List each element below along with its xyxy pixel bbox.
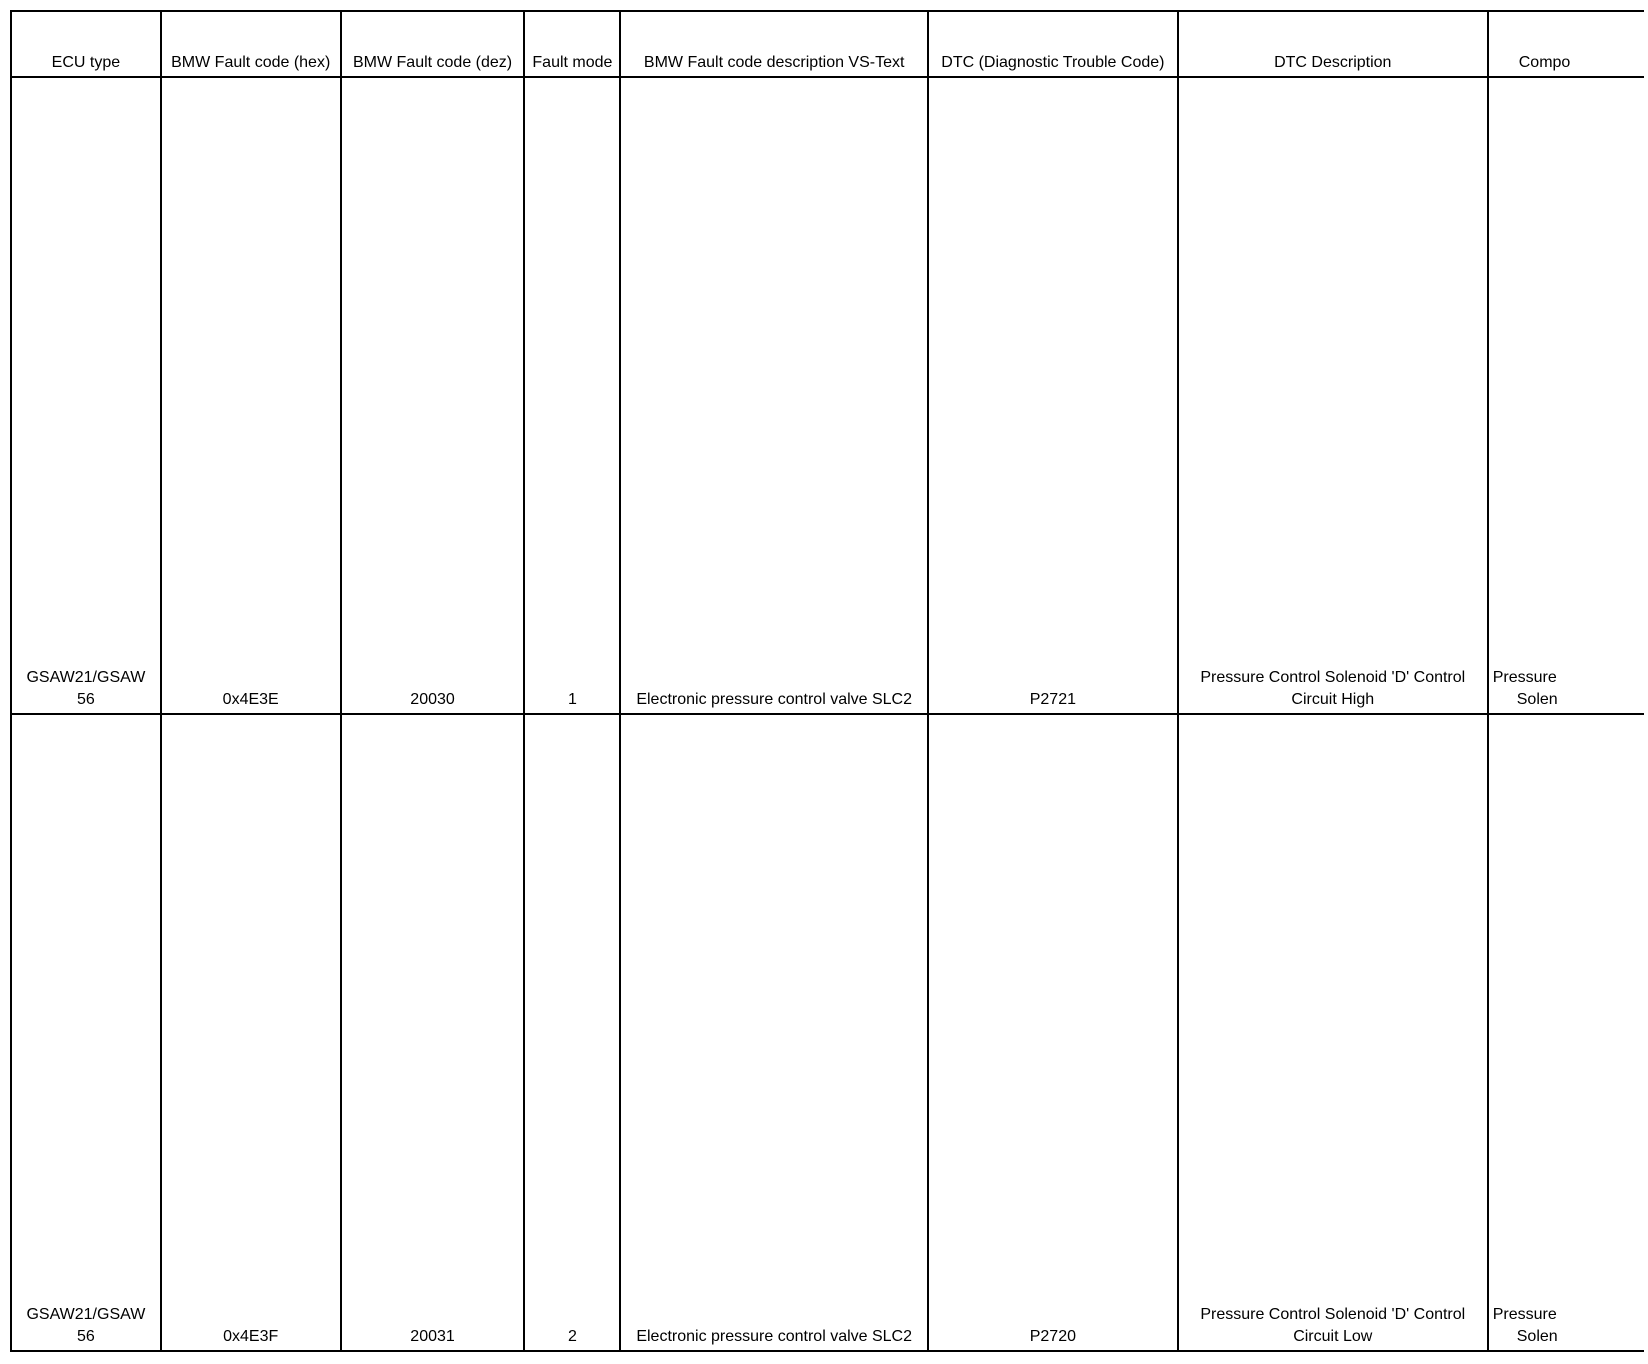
header-dtc-description: DTC Description	[1178, 11, 1488, 77]
cell-dtc-description: Pressure Control Solenoid 'D' Control Circuit High	[1178, 77, 1488, 714]
header-fault-code-dez: BMW Fault code (dez)	[341, 11, 525, 77]
page-edge	[1644, 0, 1648, 1364]
cell-dtc-description: Pressure Control Solenoid 'D' Control Circuit Low	[1178, 714, 1488, 1351]
cell-component-line1: Pressure	[1492, 669, 1557, 686]
cell-fault-code-hex: 0x4E3F	[161, 714, 341, 1351]
header-vs-text: BMW Fault code description VS-Text	[620, 11, 928, 77]
table-row	[11, 77, 1647, 714]
header-fault-mode: Fault mode	[524, 11, 620, 77]
cell-fault-code-dez: 20031	[341, 714, 525, 1351]
cell-fault-mode: 2	[524, 714, 620, 1351]
header-component: Compo	[1488, 11, 1647, 77]
fault-code-table	[10, 10, 1648, 1352]
cell-dtc: P2721	[928, 77, 1178, 714]
cell-ecu-type: GSAW21/GSAW 56	[11, 77, 161, 714]
header-dtc: DTC (Diagnostic Trouble Code)	[928, 11, 1178, 77]
header-ecu-type: ECU type	[11, 11, 161, 77]
cell-fault-code-dez: 20030	[341, 77, 525, 714]
cell-vs-text: Electronic pressure control valve SLC2	[620, 714, 928, 1351]
cell-ecu-type: GSAW21/GSAW 56	[11, 714, 161, 1351]
cell-fault-code-hex: 0x4E3E	[161, 77, 341, 714]
table-row	[11, 714, 1647, 1351]
cell-dtc: P2720	[928, 714, 1178, 1351]
cell-component	[1488, 714, 1647, 1351]
cell-component-line1: Pressure	[1492, 1306, 1557, 1323]
cell-fault-mode: 1	[524, 77, 620, 714]
cell-component-line2: Solen	[1516, 691, 1558, 708]
cell-component	[1488, 77, 1647, 714]
cell-component-line2: Solen	[1516, 1328, 1558, 1345]
header-row	[11, 11, 1647, 77]
header-fault-code-hex: BMW Fault code (hex)	[161, 11, 341, 77]
cell-vs-text: Electronic pressure control valve SLC2	[620, 77, 928, 714]
